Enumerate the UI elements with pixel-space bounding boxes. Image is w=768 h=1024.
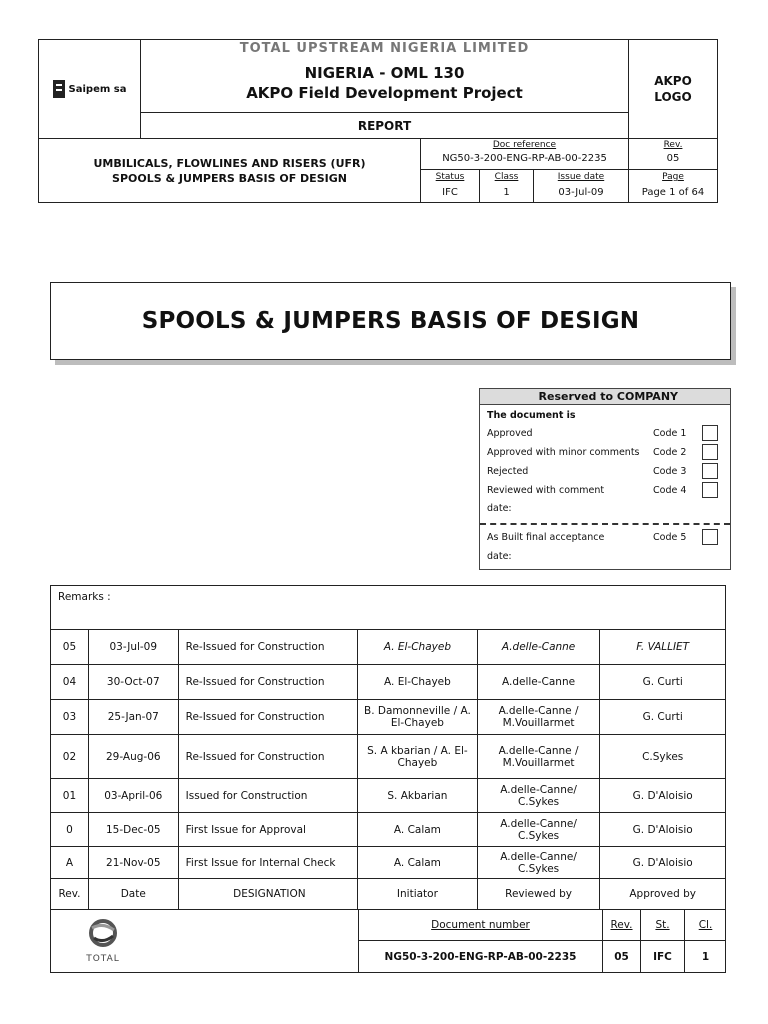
saipem-mark-icon (53, 80, 65, 98)
designation-cell: Re-Issued for Construction (178, 630, 357, 664)
saipem-logo (53, 80, 127, 98)
footer-cl: 1 (701, 950, 710, 963)
rev-value: 05 (666, 153, 680, 164)
total-logo-text: TOTAL (86, 954, 120, 964)
designation-cell: Re-Issued for Construction (178, 700, 357, 734)
page-label: Page (662, 172, 684, 182)
document-number: NG50-3-200-ENG-RP-AB-00-2235 (384, 950, 577, 963)
reserved-row-approved (487, 424, 718, 442)
reserved-date-label-2: date: (487, 551, 512, 562)
page-cell (628, 169, 718, 203)
reserved-row-approved-minor (487, 443, 718, 461)
rev-cell: 04 (62, 676, 77, 688)
reserved-heading: Reserved to COMPANY (480, 389, 730, 405)
class-value: 1 (503, 187, 510, 198)
remarks-label: Remarks : (58, 591, 111, 603)
code-1-checkbox[interactable] (702, 425, 718, 441)
reserved-row-code: Code 2 (653, 446, 687, 458)
column-header-date: Date (88, 879, 178, 909)
reviewed-cell: A.delle-Canne / M.Vouillarmet (477, 735, 600, 778)
approved-cell: F. VALLIET (599, 630, 725, 664)
date-cell: 15-Dec-05 (88, 813, 178, 846)
rev-cell: 03 (62, 711, 77, 723)
rev-cell: 05 (62, 641, 77, 653)
class-label: Class (494, 172, 519, 182)
page-value: Page 1 of 64 (641, 187, 705, 198)
footer-cl-label-cell (684, 910, 726, 941)
rev-cell: A (65, 856, 74, 869)
designation-cell: Re-Issued for Construction (178, 665, 357, 699)
doc-reference-label: Doc reference (492, 140, 557, 150)
reserved-subheading: The document is (487, 410, 576, 421)
reviewed-cell: A.delle-Canne (477, 665, 600, 699)
reserved-date-label: date: (487, 503, 512, 514)
table-row (51, 778, 725, 812)
table-row (51, 664, 725, 699)
code-3-checkbox[interactable] (702, 463, 718, 479)
reviewed-cell: A.delle-Canne/ C.Sykes (477, 779, 600, 812)
table-row (51, 846, 725, 878)
saipem-logo-text: Saipem sa (68, 83, 127, 95)
designation-cell: Issued for Construction (178, 779, 357, 812)
footer-rev: 05 (614, 950, 629, 963)
reviewed-cell: A.delle-Canne / M.Vouillarmet (477, 700, 600, 734)
reserved-row-reviewed (487, 481, 718, 499)
issue-date-cell (533, 169, 629, 203)
status-cell (420, 169, 480, 203)
project-cell (140, 39, 629, 113)
approved-cell: G. Curti (599, 700, 725, 734)
doc-title-line1: UMBILICALS, FLOWLINES AND RISERS (UFR) (93, 156, 366, 170)
footer-row (51, 909, 725, 972)
reserved-row-as-built (487, 528, 718, 546)
reserved-to-company-box (479, 388, 731, 570)
rev-label: Rev. (663, 140, 683, 150)
designation-cell: First Issue for Internal Check (178, 847, 357, 878)
table-header-row (51, 878, 725, 909)
reviewed-cell: A.delle-Canne/ C.Sykes (477, 847, 600, 878)
initiator-cell: B. Damonneville / A. El-Chayeb (357, 700, 477, 734)
footer-st-cell (640, 941, 684, 972)
rev-cell: 01 (62, 789, 77, 802)
rev-cell: 02 (62, 750, 77, 763)
footer-cl-cell (684, 941, 726, 972)
approved-cell: G. D'Aloisio (599, 779, 725, 812)
initiator-cell: S. A kbarian / A. El-Chayeb (357, 735, 477, 778)
project-line-2: AKPO Field Development Project (246, 84, 523, 102)
code-4-checkbox[interactable] (702, 482, 718, 498)
class-cell (479, 169, 534, 203)
date-cell: 30-Oct-07 (88, 665, 178, 699)
reserved-row-rejected (487, 462, 718, 480)
column-header-approved: Approved by (599, 879, 725, 909)
code-2-checkbox[interactable] (702, 444, 718, 460)
issue-date-label: Issue date (557, 172, 605, 182)
reserved-divider (480, 523, 730, 525)
revision-table (50, 585, 726, 973)
doc-type: REPORT (140, 112, 629, 139)
contractor-logo-cell (38, 39, 141, 139)
total-logo-cell (51, 910, 358, 972)
doc-number-block (358, 910, 725, 972)
table-row (51, 699, 725, 734)
rev-cell (628, 138, 718, 170)
reserved-row-code: Code 5 (653, 531, 687, 543)
table-row (51, 812, 725, 846)
column-header-designation: DESIGNATION (178, 879, 357, 909)
doc-reference: NG50-3-200-ENG-RP-AB-00-2235 (442, 153, 607, 164)
table-row (51, 734, 725, 778)
header-top (38, 39, 718, 139)
reserved-row-label: As Built final acceptance (487, 531, 605, 543)
footer-rev-label: Rev. (610, 919, 633, 931)
doc-reference-cell (420, 138, 629, 170)
reserved-row-label: Approved (487, 427, 533, 439)
approved-cell: G. Curti (599, 665, 725, 699)
designation-cell: Re-Issued for Construction (178, 735, 357, 778)
reserved-row-code: Code 3 (653, 465, 687, 477)
rev-cell: 0 (66, 823, 73, 836)
column-header-rev: Rev. (58, 888, 81, 900)
code-5-checkbox[interactable] (702, 529, 718, 545)
status-value: IFC (442, 187, 458, 198)
reserved-row-code: Code 1 (653, 427, 687, 439)
client-logo-line1: AKPO (654, 74, 692, 88)
footer-rev-label-cell (602, 910, 640, 941)
client-logo (628, 39, 718, 139)
column-header-initiator: Initiator (357, 879, 477, 909)
approved-cell: G. D'Aloisio (599, 813, 725, 846)
company-name: TOTAL UPSTREAM NIGERIA LIMITED (239, 41, 530, 56)
document-title: SPOOLS & JUMPERS BASIS OF DESIGN (141, 308, 640, 334)
reserved-row-code: Code 4 (653, 484, 687, 496)
footer-cl-label: Cl. (698, 919, 713, 931)
reviewed-cell: A.delle-Canne (477, 630, 600, 664)
doc-number-label-cell (359, 910, 602, 941)
initiator-cell: A. El-Chayeb (357, 665, 477, 699)
date-cell: 03-Jul-09 (88, 630, 178, 664)
date-cell: 03-April-06 (88, 779, 178, 812)
footer-st-label: St. (655, 919, 670, 931)
issue-date-value: 03-Jul-09 (558, 187, 604, 198)
doc-number-value-cell (359, 941, 602, 972)
initiator-cell: A. Calam (357, 847, 477, 878)
footer-st: IFC (653, 950, 672, 963)
doc-title-cell (38, 138, 421, 203)
status-label: Status (435, 172, 465, 182)
date-cell: 21-Nov-05 (88, 847, 178, 878)
table-row (51, 629, 725, 664)
document-number-label: Document number (431, 919, 530, 931)
reserved-row-label: Approved with minor comments (487, 446, 640, 458)
total-logo (73, 918, 133, 965)
designation-cell: First Issue for Approval (178, 813, 357, 846)
approved-cell: G. D'Aloisio (599, 847, 725, 878)
date-cell: 25-Jan-07 (88, 700, 178, 734)
approved-cell: C.Sykes (599, 735, 725, 778)
document-title-box (50, 282, 731, 360)
footer-st-label-cell (640, 910, 684, 941)
date-cell: 29-Aug-06 (88, 735, 178, 778)
project-line-1: NIGERIA - OML 130 (304, 64, 465, 82)
client-logo-line2: LOGO (654, 90, 692, 104)
reserved-row-label: Rejected (487, 465, 529, 477)
footer-rev-cell (602, 941, 640, 972)
header-bottom (38, 138, 718, 203)
column-header-reviewed: Reviewed by (477, 879, 600, 909)
initiator-cell: A. Calam (357, 813, 477, 846)
initiator-cell: A. El-Chayeb (357, 630, 477, 664)
reserved-row-label: Reviewed with comment (487, 484, 605, 496)
reviewed-cell: A.delle-Canne/ C.Sykes (477, 813, 600, 846)
initiator-cell: S. Akbarian (357, 779, 477, 812)
doc-title-line2: SPOOLS & JUMPERS BASIS OF DESIGN (112, 171, 347, 185)
total-logo-icon (86, 918, 120, 948)
